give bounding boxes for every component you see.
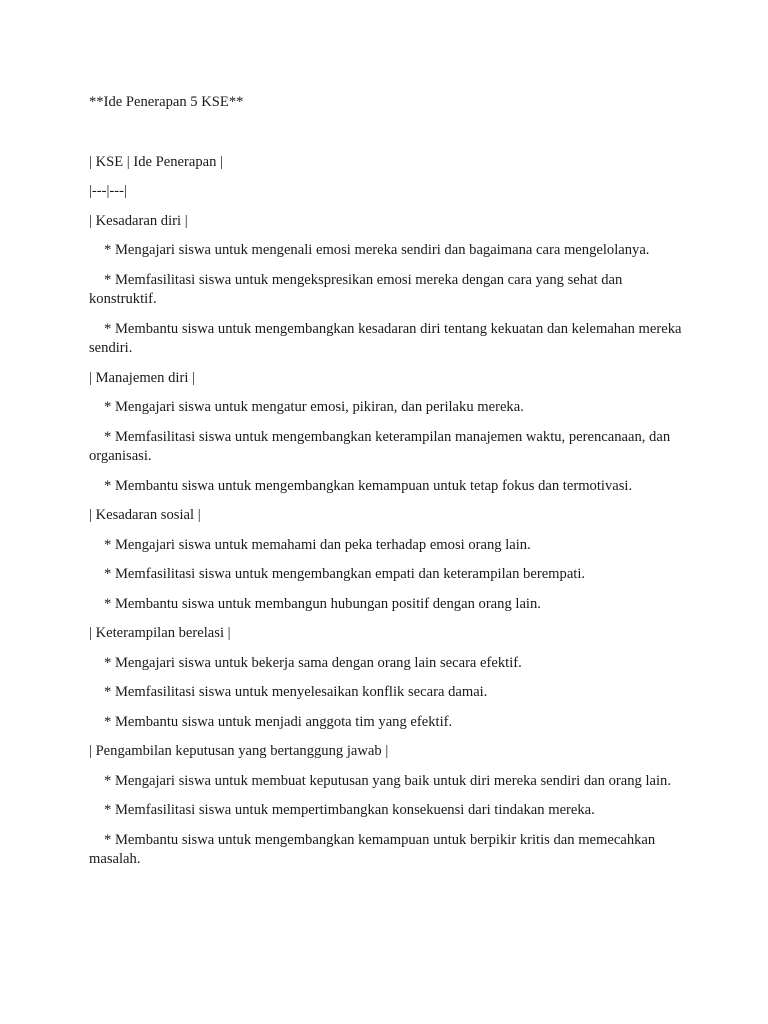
bullet-item: * Membantu siswa untuk menjadi anggota tim yang efektif. — [104, 713, 453, 730]
section-heading: | Keterampilan berelasi | — [89, 625, 231, 641]
section-kesadaran-diri — [89, 212, 684, 359]
bullet-item: * Mengajari siswa untuk membuat keputusan yang baik untuk diri mereka sendiri dan orang lain. — [104, 772, 671, 789]
section-kesadaran-sosial — [89, 506, 684, 614]
document-page — [89, 93, 684, 880]
bullet-item: * Mengajari siswa untuk memahami dan peka terhadap emosi orang lain. — [104, 536, 531, 553]
section-manajemen-diri — [89, 369, 684, 497]
document-title: **Ide Penerapan 5 KSE** — [89, 94, 244, 110]
bullet-item: * Mengajari siswa untuk mengenali emosi mereka sendiri dan bagaimana cara mengelolanya. — [104, 242, 650, 258]
bullet-item: * Membantu siswa untuk mengembangkan kemampuan untuk berpikir kritis dan memecahkan masalah. — [89, 831, 656, 867]
bullet-item: * Membantu siswa untuk mengembangkan kemampuan untuk tetap fokus dan termotivasi. — [104, 477, 633, 494]
bullet-item: * Membantu siswa untuk mengembangkan kesadaran diri tentang kekuatan dan kelemahan mereka sendiri. — [89, 320, 682, 356]
title-spacer — [89, 113, 684, 153]
bullet-item: * Membantu siswa untuk membangun hubungan positif dengan orang lain. — [104, 595, 541, 612]
section-keterampilan-berelasi — [89, 624, 684, 732]
bullet-item: * Memfasilitasi siswa untuk mengembangkan empati dan keterampilan berempati. — [104, 566, 586, 582]
bullet-item: * Memfasilitasi siswa untuk mengembangkan keterampilan manajemen waktu, perencanaan, dan organisasi. — [89, 428, 671, 464]
bullet-item: * Memfasilitasi siswa untuk mempertimbangkan konsekuensi dari tindakan mereka. — [104, 802, 595, 818]
section-heading: | Kesadaran sosial | — [89, 507, 201, 523]
table-separator: |---|---| — [89, 183, 127, 199]
table-header: | KSE | Ide Penerapan | — [89, 153, 223, 170]
bullet-item: * Mengajari siswa untuk bekerja sama dengan orang lain secara efektif. — [104, 654, 522, 671]
section-heading: | Manajemen diri | — [89, 369, 195, 386]
section-pengambilan-keputusan — [89, 742, 684, 870]
bullet-item: * Memfasilitasi siswa untuk mengekspresikan emosi mereka dengan cara yang sehat dan konstruktif. — [89, 271, 623, 307]
bullet-item: * Memfasilitasi siswa untuk menyelesaikan konflik secara damai. — [104, 684, 488, 700]
bullet-item: * Mengajari siswa untuk mengatur emosi, pikiran, dan perilaku mereka. — [104, 399, 524, 415]
section-heading: | Pengambilan keputusan yang bertanggung jawab | — [89, 743, 389, 759]
section-heading: | Kesadaran diri | — [89, 212, 188, 229]
